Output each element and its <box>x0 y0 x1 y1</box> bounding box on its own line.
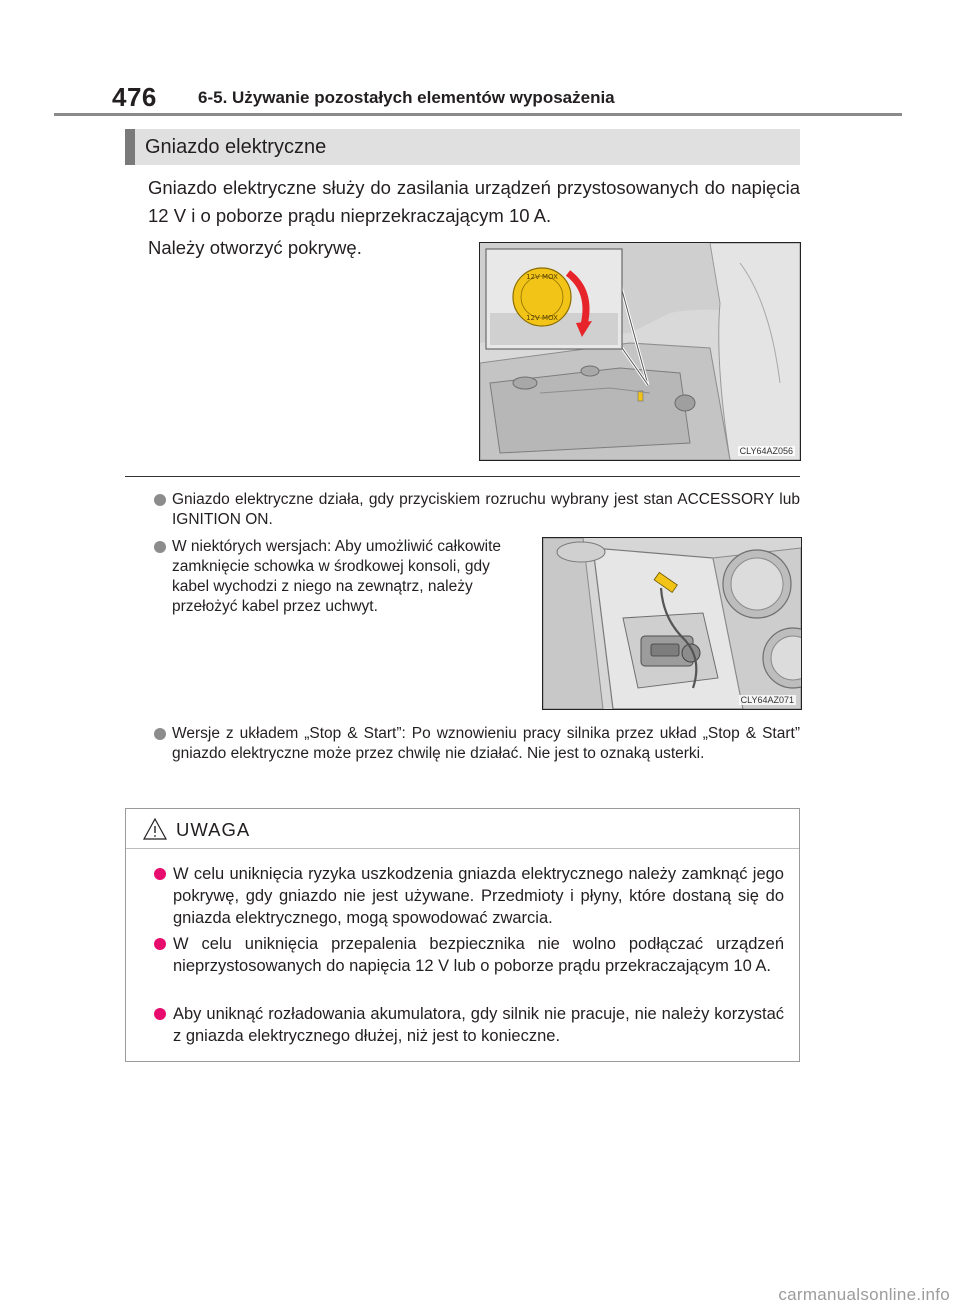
warning-item <box>154 933 784 999</box>
header-rule <box>54 113 902 116</box>
warning-triangle-icon <box>142 817 168 841</box>
figure-code-1: CLY64AZ056 <box>739 446 793 456</box>
svg-text:12V MOX: 12V MOX <box>526 314 558 322</box>
note-item <box>154 490 800 532</box>
bullet-icon <box>154 728 166 740</box>
note-item <box>154 724 800 788</box>
warning-box <box>125 808 800 1062</box>
warning-text: W celu uniknięcia ryzyka uszkodzenia gniazda elektrycznego należy zamknąć jego pokrywę, gdy gniazdo nie jest używane. Przedmioty i płyny, które dostaną się do gniazda elektrycznego, mogą spowodować zwarcia. <box>173 865 784 927</box>
section-heading-accent <box>125 129 135 165</box>
socket-cover-illustration <box>479 242 801 461</box>
warning-bullet-icon <box>154 1008 166 1020</box>
warning-title: UWAGA <box>176 819 251 840</box>
section-heading-bar <box>125 129 800 165</box>
section-title: Gniazdo elektryczne <box>145 136 327 158</box>
cable-holder-drawing <box>543 538 801 709</box>
figure-code-2: CLY64AZ071 <box>740 695 794 705</box>
warning-bullet-icon <box>154 938 166 950</box>
note-item <box>154 537 522 621</box>
warning-text: Aby uniknąć rozładowania akumulatora, gdy silnik nie pracuje, nie należy korzystać z gniazda elektrycznego dłużej, niż jest to konieczne. <box>173 1005 784 1045</box>
bullet-icon <box>154 494 166 506</box>
socket-cover-drawing <box>480 243 800 460</box>
running-header-title: 6-5. Używanie pozostałych elementów wyposażenia <box>198 88 615 107</box>
note-text: W niektórych wersjach: Aby umożliwić całkowite zamknięcie schowka w środkowej konsoli, gdy kabel wychodzi z niego na zewnątrz, należy przełożyć kabel przez uchwyt. <box>172 538 502 615</box>
warning-rule <box>126 848 799 849</box>
note-text: Gniazdo elektryczne działa, gdy przyciskiem rozruchu wybrany jest stan ACCESSORY lub IGNITION ON. <box>172 491 800 528</box>
page-header <box>112 80 902 116</box>
warning-item <box>154 863 784 929</box>
warning-bullet-icon <box>154 868 166 880</box>
warning-item <box>154 1003 784 1047</box>
page-number: 476 <box>112 82 157 112</box>
instruction-paragraph: Należy otworzyć pokrywę. <box>148 237 362 258</box>
intro-paragraph: Gniazdo elektryczne służy do zasilania urządzeń przystosowanych do napięcia 12 V i o poborze prądu nieprzekraczającym 10 A. <box>148 177 800 226</box>
section-divider <box>125 476 800 477</box>
bullet-icon <box>154 541 166 553</box>
cable-holder-illustration <box>542 537 802 710</box>
watermark: carmanualsonline.info <box>778 1285 950 1304</box>
note-text: Wersje z układem „Stop & Start”: Po wznowieniu pracy silnika przez układ „Stop & Start” gniazdo elektryczne może przez chwilę nie działać. Nie jest to oznaką usterki. <box>172 725 800 762</box>
warning-text: W celu uniknięcia przepalenia bezpiecznika nie wolno podłączać urządzeń nieprzystosowanych do napięcia 12 V lub o poborze prądu przekraczającym 10 A. <box>173 935 784 975</box>
svg-text:12V MOX: 12V MOX <box>526 273 558 281</box>
